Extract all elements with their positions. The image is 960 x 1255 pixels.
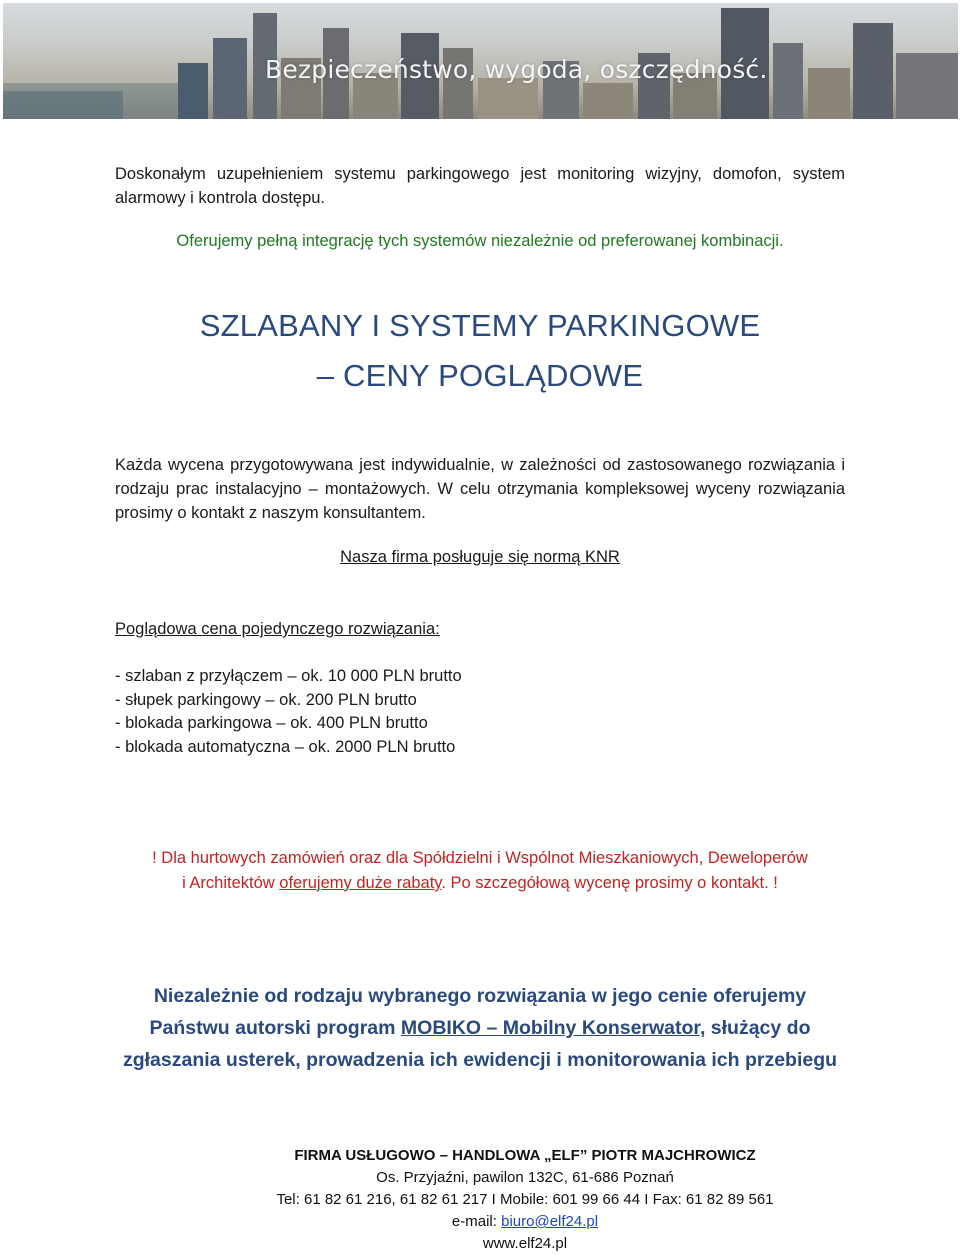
mobiko-line1: Niezależnie od rodzaju wybranego rozwiązania w jego cenie oferujemy (153, 985, 807, 1007)
discount-highlight: oferujemy duże rabaty (279, 874, 442, 892)
header-banner (3, 3, 958, 119)
discount-text-a: i Architektów (182, 874, 280, 892)
pricing-note-paragraph: Każda wycena przygotowywana jest indywidualnie, w zależności od zastosowanego rozwiązania i rodzaju prac instalacyjno – montażowych. W celu otrzymania kompleksowej wyceny rozwiązania prosimy o kontakt z naszym konsultantem. (115, 456, 845, 522)
mobiko-text-b: służący do (705, 1017, 811, 1039)
price-list-header: Poglądowa cena pojedynczego rozwiązania: (115, 620, 440, 638)
knr-norm-note: Nasza firma posługuje się normą KNR (340, 548, 620, 566)
mobiko-program-name: MOBIKO – Mobilny Konserwator, (400, 1017, 706, 1039)
discount-line2 (0, 871, 960, 896)
mobiko-line2 (0, 1012, 960, 1044)
company-name: FIRMA USŁUGOWO – HANDLOWA „ELF” PIOTR MAJCHROWICZ (294, 1147, 756, 1164)
page-title-line1: SZLABANY I SYSTEMY PARKINGOWE (199, 308, 761, 343)
mobiko-line3: zgłaszania usterek, prowadzenia ich ewidencji i monitorowania ich przebiegu (122, 1049, 838, 1071)
discount-notice (0, 846, 960, 896)
email-link[interactable]: biuro@elf24.pl (501, 1213, 599, 1230)
company-website: www.elf24.pl (482, 1235, 568, 1252)
banner-slogan: Bezpieczeństwo, wygoda, oszczędność. (265, 55, 768, 84)
discount-text-b: . Po szczegółową wycenę prosimy o kontakt. ! (441, 874, 778, 892)
price-item-parking-lock: - blokada parkingowa – ok. 400 PLN brutto (115, 714, 428, 733)
email-label: e-mail: (451, 1213, 502, 1230)
company-footer (0, 1145, 960, 1255)
company-email-row (0, 1211, 960, 1233)
intro-paragraph: Doskonałym uzupełnieniem systemu parkingowego jest monitoring wizyjny, domofon, system alarmowy i kontrola dostępu. (115, 165, 845, 207)
price-item-automatic-lock: - blokada automatyczna – ok. 2000 PLN brutto (115, 737, 456, 756)
page-title-line2: – CENY POGLĄDOWE (316, 358, 644, 393)
company-phones: Tel: 61 82 61 216, 61 82 61 217 I Mobile: 601 99 66 44 I Fax: 61 82 89 561 (276, 1191, 774, 1208)
price-item-barrier: - szlaban z przyłączem – ok. 10 000 PLN brutto (115, 667, 462, 685)
price-item-bollard: - słupek parkingowy – ok. 200 PLN brutto (115, 690, 417, 709)
price-list (115, 665, 462, 759)
discount-line1: ! Dla hurtowych zamówień oraz dla Spółdzielni i Wspólnot Mieszkaniowych, Deweloperów (152, 849, 808, 867)
mobiko-offer (0, 980, 960, 1076)
company-address: Os. Przyjaźni, pawilon 132C, 61-686 Poznań (376, 1169, 674, 1186)
mobiko-text-a: Państwu autorski program (149, 1017, 401, 1039)
integration-highlight: Oferujemy pełną integrację tych systemów niezależnie od preferowanej kombinacji. (176, 232, 784, 250)
